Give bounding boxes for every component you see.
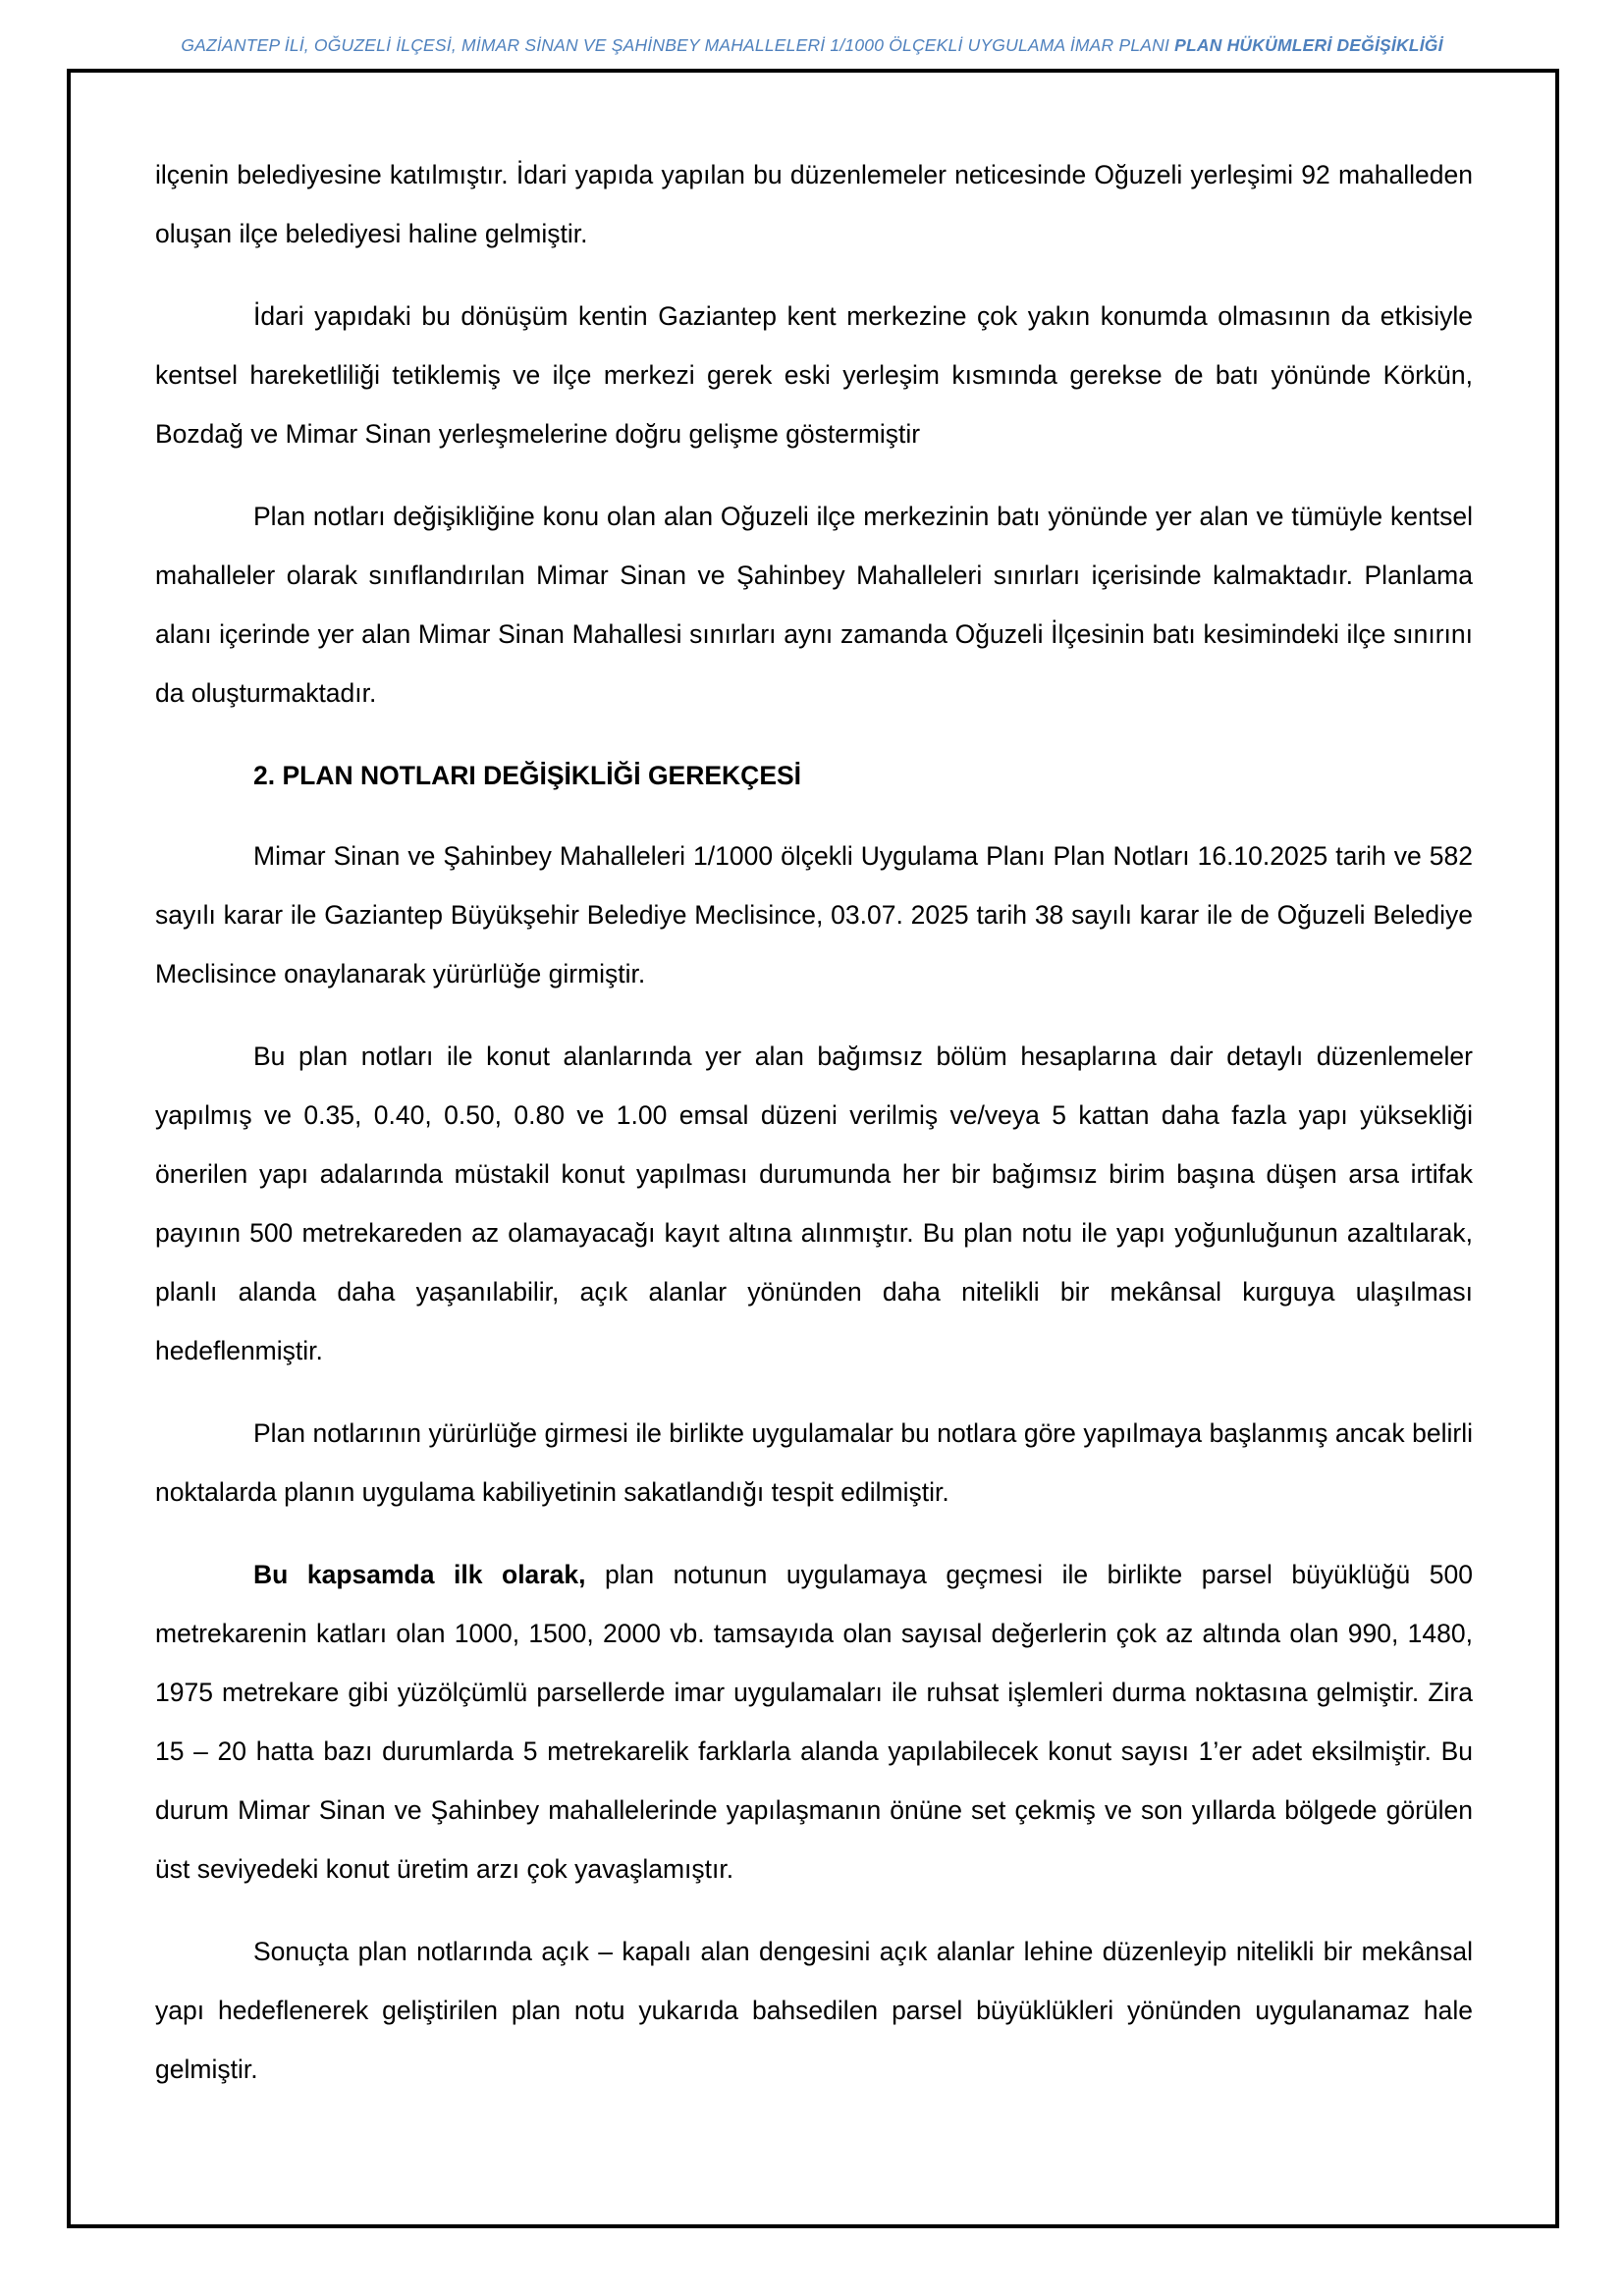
header-title: GAZİANTEP İLİ, OĞUZELİ İLÇESİ, MİMAR SİNAN VE ŞAHİNBEY MAHALLELERİ 1/1000 ÖLÇEKLİ UYGULAMA İMAR PLANI — [181, 35, 1170, 55]
paragraph-5: Bu plan notları ile konut alanlarında yer alan bağımsız bölüm hesaplarına dair detaylı düzenlemeler yapılmış ve 0.35, 0.40, 0.50, 0.80 ve 1.00 emsal düzeni verilmiş ve/veya 5 kattan daha fazla yapı yüksekliği önerilen yapı adalarında müstakil konut yapılması durumunda her bir bağımsız birim başına düşen arsa irtifak payının 500 metrekareden az olamayacağı kayıt altına alınmıştır. Bu plan notu ile yapı yoğunluğunun azaltılarak, planlı alanda daha yaşanılabilir, açık alanlar yönünden daha nitelikli bir mekânsal kurguya ulaşılması hedeflenmiştir. — [155, 1041, 1473, 1365]
paragraph-3: Plan notları değişikliğine konu olan alan Oğuzeli ilçe merkezinin batı yönünde yer alan ve tümüyle kentsel mahalleler olarak sınıflandırılan Mimar Sinan ve Şahinbey Mahalleleri sınırları içerisinde kalmaktadır. Planlama alanı içerinde yer alan Mimar Sinan Mahallesi sınırları aynı zamanda Oğuzeli İlçesinin batı kesimindeki ilçe sınırını da oluşturmaktadır. — [155, 502, 1473, 708]
section-heading: 2. PLAN NOTLARI DEĞİŞİKLİĞİ GEREKÇESİ — [253, 761, 802, 790]
header-title-emphasis: PLAN HÜKÜMLERİ DEĞİŞİKLİĞİ — [1174, 35, 1443, 55]
paragraph-4: Mimar Sinan ve Şahinbey Mahalleleri 1/1000 ölçekli Uygulama Planı Plan Notları 16.10.2025 tarih ve 582 sayılı karar ile Gaziantep Büyükşehir Belediye Meclisince, 03.07. 2025 tarih 38 sayılı karar ile de Oğuzeli Belediye Meclisince onaylanarak yürürlüğe girmiştir. — [155, 841, 1473, 988]
paragraph-1: ilçenin belediyesine katılmıştır. İdari yapıda yapılan bu düzenlemeler neticesinde Oğuzeli yerleşimi 92 mahalleden oluşan ilçe belediyesi haline gelmiştir. — [155, 160, 1473, 248]
page-header — [0, 35, 1624, 56]
paragraph-8: Sonuçta plan notlarında açık – kapalı alan dengesini açık alanlar lehine düzenleyip nitelikli bir mekânsal yapı hedeflenerek geliştirilen plan notu yukarıda bahsedilen parsel büyüklükleri yönünden uygulanamaz hale gelmiştir. — [155, 1937, 1473, 2084]
paragraph-7-lead: Bu kapsamda ilk olarak, — [253, 1560, 586, 1589]
paragraph-2: İdari yapıdaki bu dönüşüm kentin Gaziantep kent merkezine çok yakın konumda olmasının da etkisiyle kentsel hareketliliği tetiklemiş ve ilçe merkezi gerek eski yerleşim kısmında gerekse de batı yönünde Körkün, Bozdağ ve Mimar Sinan yerleşmelerine doğru gelişme göstermiştir — [155, 301, 1473, 449]
paragraph-7-text: plan notunun uygulamaya geçmesi ile birlikte parsel büyüklüğü 500 metrekarenin katları olan 1000, 1500, 2000 vb. tamsayıda olan sayısal değerlerin çok az altında olan 990, 1480, 1975 metrekare gibi yüzölçümlü parsellerde imar uygulamaları ile ruhsat işlemleri durma noktasına gelmiştir. Zira 15 – 20 hatta bazı durumlarda 5 metrekarelik farklarla alanda yapılabilecek konut sayısı 1’er adet eksilmiştir. Bu durum Mimar Sinan ve Şahinbey mahallelerinde yapılaşmanın önüne set çekmiş ve son yıllarda bölgede görülen üst seviyedeki konut üretim arzı çok yavaşlamıştır. — [155, 1560, 1473, 1884]
paragraph-6: Plan notlarının yürürlüğe girmesi ile birlikte uygulamalar bu notlara göre yapılmaya başlanmış ancak belirli noktalarda planın uygulama kabiliyetinin sakatlandığı tespit edilmiştir. — [155, 1418, 1473, 1507]
document-body — [155, 145, 1473, 2122]
paragraph-7 — [155, 1545, 1473, 1898]
